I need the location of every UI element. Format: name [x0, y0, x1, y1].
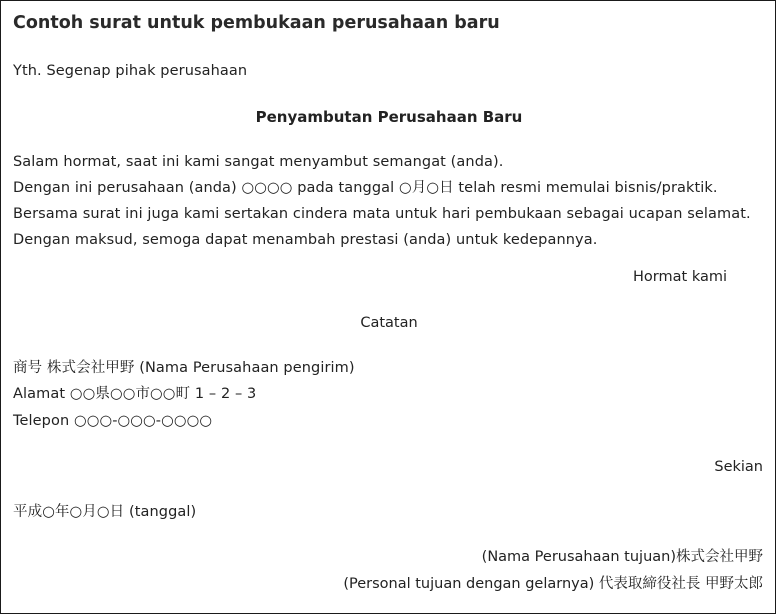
body-line: Dengan maksud, semoga dapat menambah prestasi (anda) untuk kedepannya.: [13, 232, 598, 248]
body-line: Dengan ini perusahaan (anda) ○○○○ pada tanggal ○月○日 telah resmi memulai bisnis/praktik.: [13, 180, 718, 196]
recipient-person: (Personal tujuan dengan gelarnya) 代表取締役社長 甲野太郎: [343, 576, 763, 592]
sender-address: Alamat ○○県○○市○○町 1 – 2 – 3: [13, 386, 257, 402]
page-title: Contoh surat untuk pembukaan perusahaan baru: [13, 13, 500, 33]
closing: Hormat kami: [633, 269, 727, 285]
sender-company: 商号 株式会社甲野 (Nama Perusahaan pengirim): [13, 360, 355, 376]
letter-date: 平成○年○月○日 (tanggal): [13, 504, 197, 520]
letter-subject: Penyambutan Perusahaan Baru: [255, 108, 523, 126]
recipient-company: (Nama Perusahaan tujuan)株式会社甲野: [481, 549, 763, 565]
body-line: Bersama surat ini juga kami sertakan cindera mata untuk hari pembukaan sebagai ucapan selamat.: [13, 206, 751, 222]
note-heading: Catatan: [360, 315, 418, 331]
sender-phone: Telepon ○○○-○○○-○○○○: [13, 413, 213, 429]
end-mark: Sekian: [714, 459, 763, 475]
body-line: Salam hormat, saat ini kami sangat menyambut semangat (anda).: [13, 154, 504, 170]
salutation: Yth. Segenap pihak perusahaan: [13, 63, 248, 79]
